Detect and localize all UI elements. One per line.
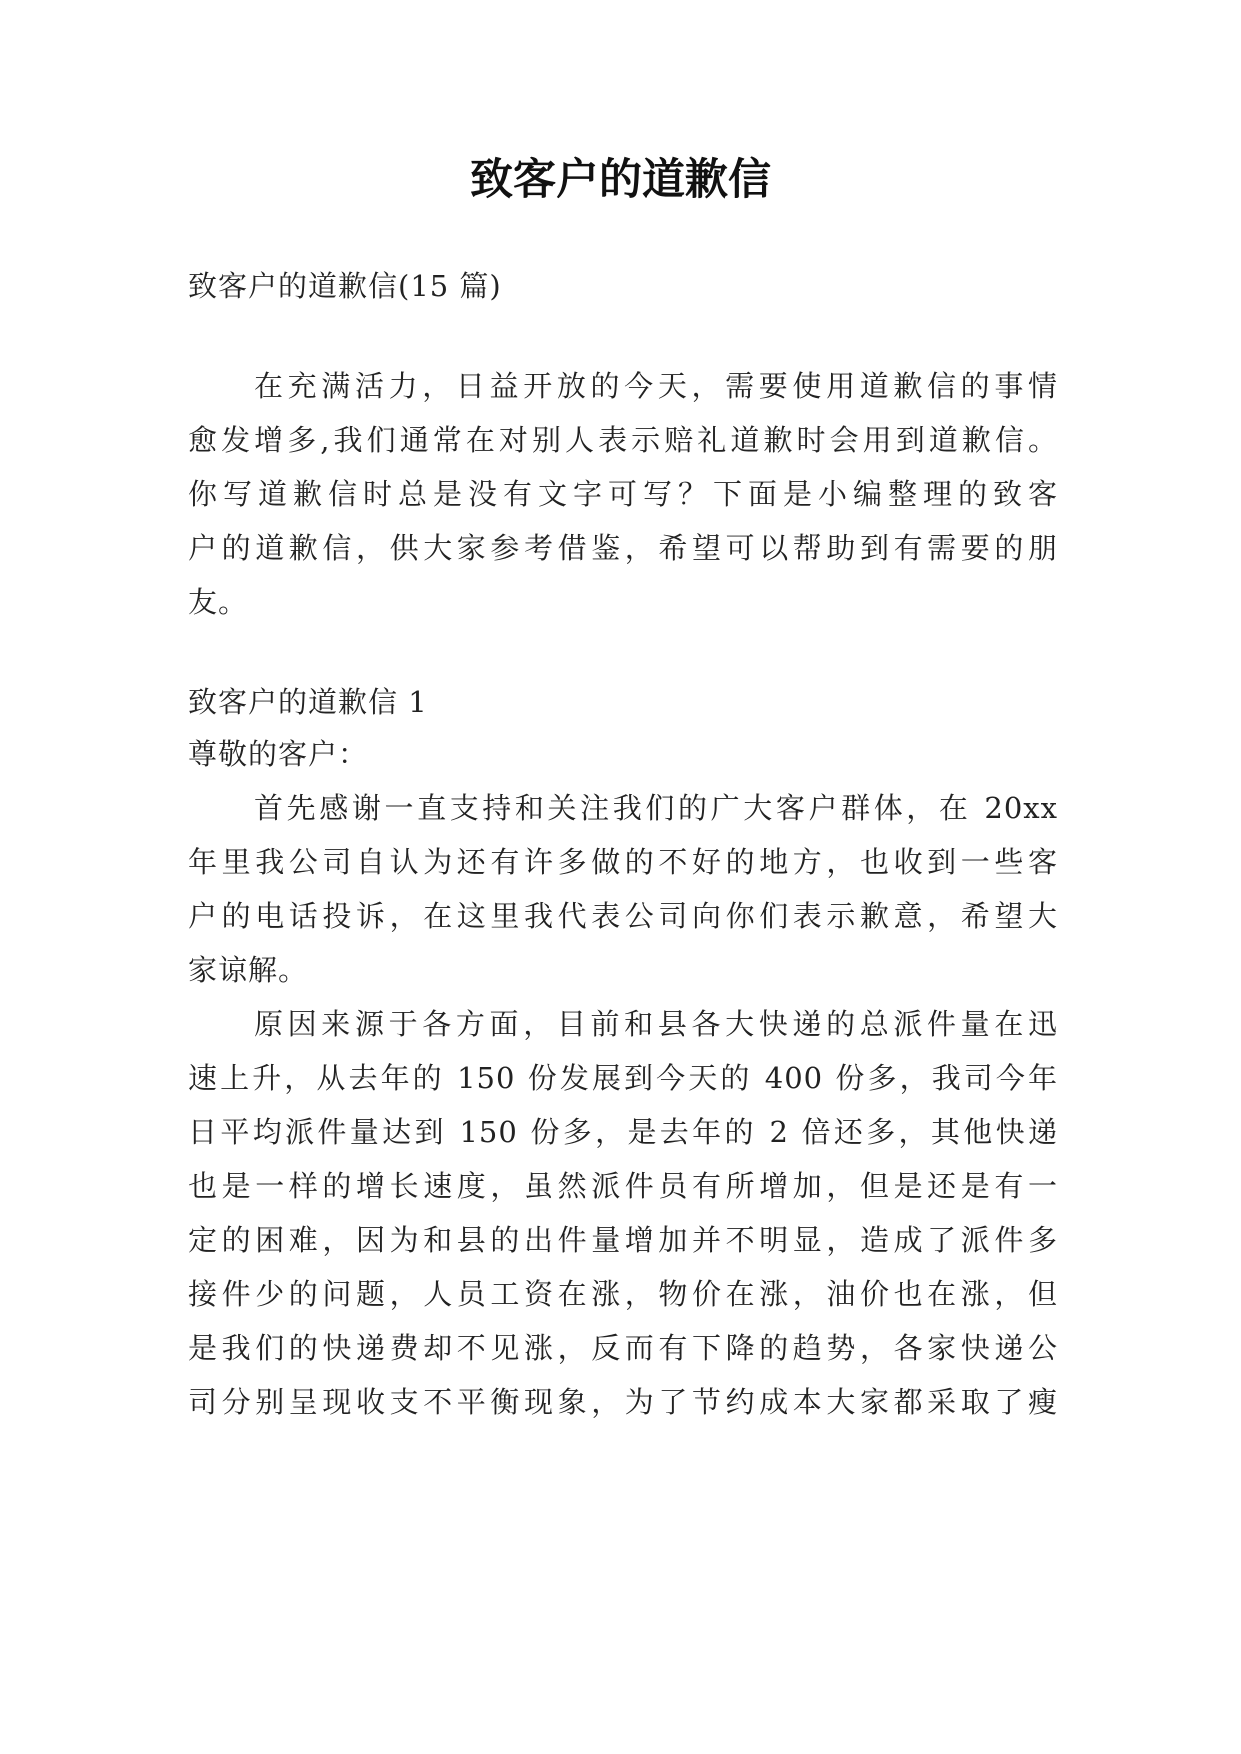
paragraph-line: 原因来源于各方面，目前和县各大快递的总派件量在迅 bbox=[254, 1007, 1058, 1041]
paragraph-line: 司分别呈现收支不平衡现象，为了节约成本大家都采取了瘦 bbox=[188, 1385, 1058, 1419]
intro-line: 在充满活力，日益开放的今天，需要使用道歉信的事情 bbox=[254, 369, 1058, 403]
paragraph-line: 年里我公司自认为还有许多做的不好的地方，也收到一些客 bbox=[188, 845, 1058, 879]
paragraph-line: 速上升，从去年的 150 份发展到今天的 400 份多，我司今年 bbox=[188, 1061, 1058, 1095]
paragraph-line: 家谅解。 bbox=[188, 953, 309, 987]
paragraph-line: 是我们的快递费却不见涨，反而有下降的趋势，各家快递公 bbox=[188, 1331, 1058, 1365]
intro-line: 愈发增多,我们通常在对别人表示赔礼道歉时会用到道歉信。 bbox=[188, 423, 1058, 457]
paragraph-line: 定的困难，因为和县的出件量增加并不明显，造成了派件多 bbox=[188, 1223, 1058, 1257]
paragraph-line: 也是一样的增长速度，虽然派件员有所增加，但是还是有一 bbox=[188, 1169, 1058, 1203]
document-title: 致客户的道歉信 bbox=[470, 155, 771, 205]
intro-line: 友。 bbox=[188, 585, 249, 619]
document-subtitle: 致客户的道歉信(15 篇) bbox=[188, 269, 502, 303]
paragraph-line: 接件少的问题，人员工资在涨，物价在涨，油价也在涨，但 bbox=[188, 1277, 1058, 1311]
intro-line: 你写道歉信时总是没有文字可写？下面是小编整理的致客 bbox=[188, 477, 1058, 511]
salutation: 尊敬的客户： bbox=[188, 737, 369, 771]
paragraph-line: 首先感谢一直支持和关注我们的广大客户群体，在 20xx bbox=[254, 791, 1058, 825]
paragraph-line: 户的电话投诉，在这里我代表公司向你们表示歉意，希望大 bbox=[188, 899, 1058, 933]
section-heading: 致客户的道歉信 1 bbox=[188, 685, 428, 719]
paragraph-line: 日平均派件量达到 150 份多，是去年的 2 倍还多，其他快递 bbox=[188, 1115, 1058, 1149]
intro-line: 户的道歉信，供大家参考借鉴，希望可以帮助到有需要的朋 bbox=[188, 531, 1058, 565]
